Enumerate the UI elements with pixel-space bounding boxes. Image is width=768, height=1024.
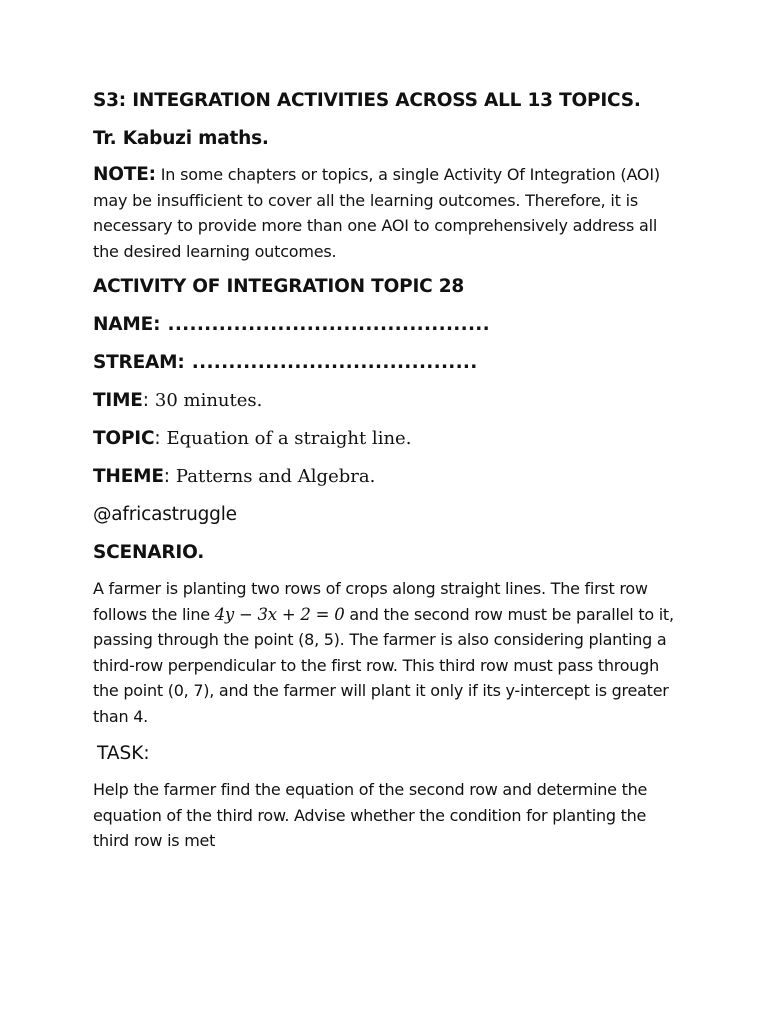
equation: 4y − 3x + 2 = 0 [214, 604, 345, 624]
task-heading: TASK: [97, 743, 150, 764]
stream-label: STREAM [93, 352, 178, 373]
author-line: Tr. Kabuzi maths. [93, 128, 269, 149]
topic-value: Equation of a straight line. [166, 428, 412, 449]
activity-heading: ACTIVITY OF INTEGRATION TOPIC 28 [93, 276, 465, 297]
theme-label: THEME [93, 466, 164, 487]
name-field [93, 312, 683, 338]
task-paragraph: Help the farmer find the equation of the second row and determine the equation of the third row. Advise whether the condition for planting the third row is met [93, 780, 648, 850]
document-page [93, 88, 683, 866]
note-label: NOTE: [93, 164, 156, 185]
theme-field [93, 464, 683, 490]
theme-colon: : [163, 466, 176, 487]
name-label: NAME [93, 314, 154, 335]
topic-colon: : [154, 428, 167, 449]
time-colon: : [142, 390, 155, 411]
time-label: TIME [93, 390, 143, 411]
note-text: In some chapters or topics, a single Activity Of Integration (AOI) may be insufficient to cover all the learning outcomes. Therefore, it is necessary to provide more than one AOI to comprehensively address all the desired learning outcomes. [93, 165, 660, 261]
topic-label: TOPIC [93, 428, 155, 449]
scenario-paragraph [93, 576, 683, 729]
time-value: 30 minutes. [154, 390, 263, 411]
stream-blank: : ....................................... [177, 352, 478, 373]
theme-value: Patterns and Algebra. [175, 466, 376, 487]
scenario-heading: SCENARIO. [93, 542, 205, 563]
note-paragraph [93, 162, 683, 264]
scenario-text-after: and the second row must be parallel to it, passing through the point (8, 5). The farmer is also considering planting a third-row perpendicular to the first row. This third row must pass through the point (0, 7), and the farmer will plant it only if its y-intercept is greater than 4. [93, 604, 674, 726]
document-title: S3: INTEGRATION ACTIVITIES ACROSS ALL 13 TOPICS. [93, 90, 641, 111]
stream-field [93, 350, 683, 376]
time-field [93, 388, 683, 414]
topic-field [93, 426, 683, 452]
name-blank: : ............................................ [153, 314, 490, 335]
social-handle: @africastruggle [93, 504, 237, 525]
scenario-text-before: A farmer is planting two rows of crops along straight lines. The first row follows the line [93, 579, 648, 624]
